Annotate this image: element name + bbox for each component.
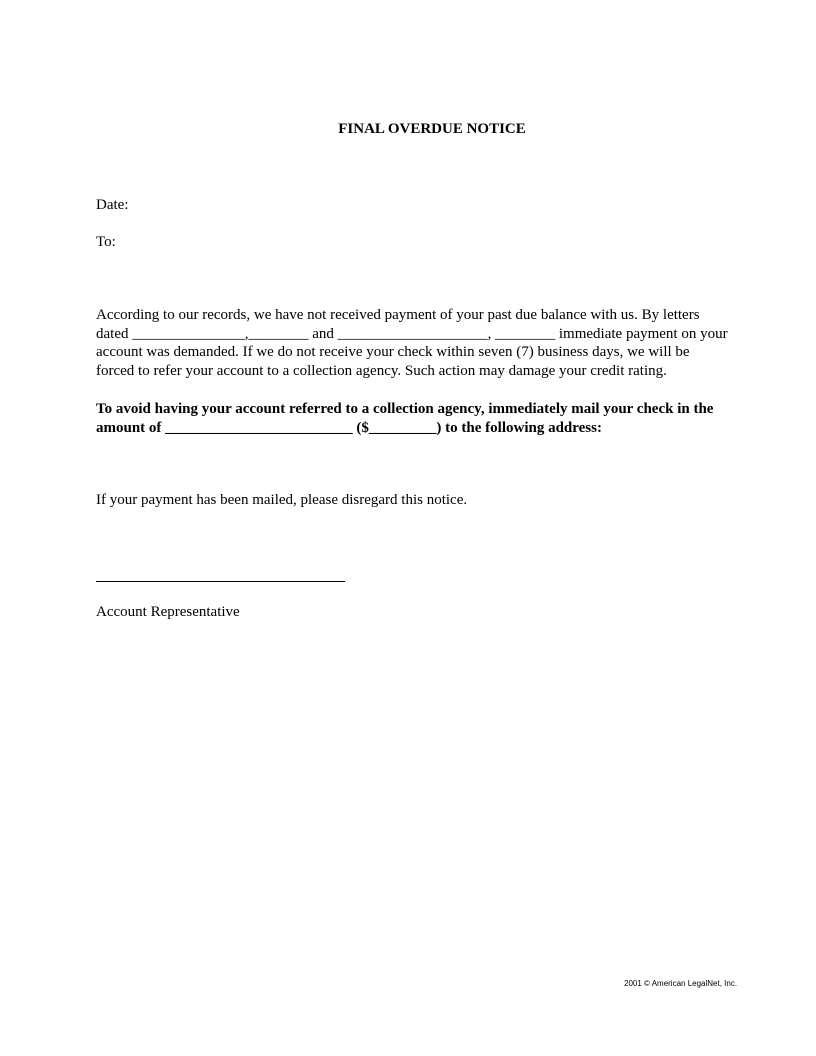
paragraph-line: forced to refer your account to a collection agency. Such action may damage your credit rating. [96,362,667,379]
collection-warning-paragraph [96,400,766,437]
signature-title: Account Representative [96,604,240,620]
disregard-notice: If your payment has been mailed, please disregard this notice. [96,492,468,508]
paragraph-line: amount of _________________________ ($_________) to the following address: [96,419,602,436]
paragraph-line: dated _______________,________ and ____________________, ________ immediate payment on your [96,325,728,342]
paragraph-line: account was demanded. If we do not receive your check within seven (7) business days, we will be [96,344,690,360]
date-label: Date: [96,197,129,213]
copyright-footer: 2001 © American LegalNet, Inc. [624,979,738,988]
signature-line [96,569,345,582]
notice-title: FINAL OVERDUE NOTICE [338,121,526,137]
paragraph-line: According to our records, we have not received payment of your past due balance with us. By letters [96,307,700,323]
to-label: To: [96,234,116,250]
paragraph-line: To avoid having your account referred to a collection agency, immediately mail your check in the [96,401,714,417]
records-paragraph [96,306,766,380]
